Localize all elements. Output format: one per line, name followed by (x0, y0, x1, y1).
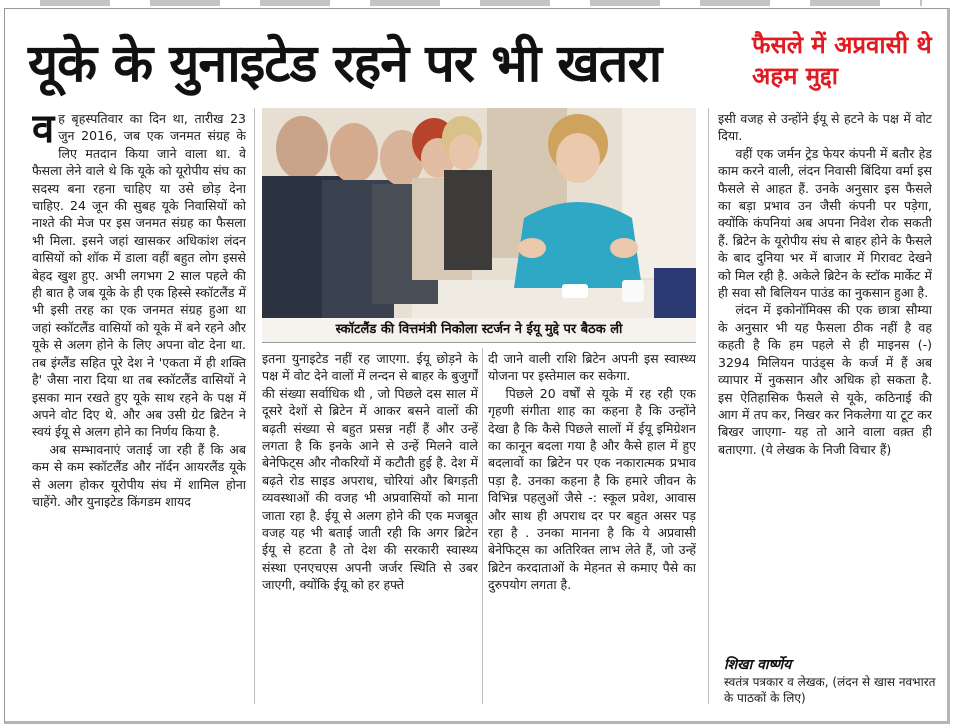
article-column-1 (32, 110, 246, 704)
article-paragraph: इसी वजह से उन्होंने ईयू से हटने के पक्ष में वोट दिया. (718, 111, 932, 144)
article-paragraph (32, 110, 246, 441)
meeting-photo-illustration (262, 108, 696, 318)
article-column-2 (262, 350, 478, 706)
paragraph-text: ह बृहस्पतिवार का दिन था, तारीख 23 जुन 2016, जब एक जनमत संग्रह के लिए मतदान किया जाने वाला था. वे फैसला लेने वाले थे कि यूके को यूरोपीय संघ का सदस्य बना रहना चाहिए या उसे छोड़ देना चाहिए. 24 जून की सुबह यूके निवासियों को नाश्ते की मेज पर इस जनमत संग्रह का फैसला भी मिला. इसने जहां खासकर अधिकांश लंदन वासियों को शॉक में डाला वहीं बहुत लोग इससे बेहद खुश हुए. अभी लगभग 2 साल पहले की ही बात है जब यूके के ही एक हिस्से स्कॉटलैंड में भी इसी तरह का एक जनमत संग्रह हुआ था जहां स्कॉटलैंड वासियों को यूके में बने रहने और यूके से अलग होने के लिए अपना वोट देना था. तब इंग्लैंड सहित पूरे देश ने 'एकता में ही शक्ति है' जैसा नारा दिया था तब स्कॉटलैंड वासियों ने इसका मान रखते हुए यूके साथ रहने के पक्ष में अपने वोट दिए थे. और अब उसी ग्रेट ब्रिटेन ने स्वयं ईयू से अलग होने का निर्णय किया है. (32, 111, 246, 440)
article-paragraph: लंदन में इकोनॉमिक्स की एक छात्रा सौम्या के अनुसार भी यह फैसला ठीक नहीं है वह कहती है कि हम पहले से ही माइनस (-) 3294 मिलियन पाउंड्स के कर्ज में हैं अब व्यापार में नुकसान और अधिक हो सकता है. इस ऐतिहासिक फैसले से यूके, कठिनाई की आग में तप कर, निखर कर निकलेगा या टूट कर बिखर जाएगा- यह तो आने वाला वक़्त ही बताएगा. (ये लेखक के निजी विचार हैं) (718, 302, 932, 457)
author-name: शिखा वार्ष्णेय (724, 657, 792, 673)
article-paragraph: पिछले 20 वर्षों से यूके में रह रही एक गृहणी संगीता शाह का कहना है कि उन्होंने देखा है कि कैसे पिछले सालों में ईयू इमिग्रेशन का कानून बदला गया है और कैसे हाल में हुए बदलावों का ब्रिटेन पर एक नकारात्मक प्रभाव पड़ा है. उनका कहना है कि हमारे जीवन के विभिन्न पहलुओं जैसे -: स्कूल प्रवेश, आवास और साथ ही अपराध दर पर बहुत असर पड़ रहा है . उनका मानना है कि ये अप्रवासी बेनेफिट्स का अतिरिक्त लाभ लेते हैं, जो उन्हें ब्रिटेन करदाताओं के मेहनत से कमाए पैसे का दुरुपयोग लगता है. (488, 385, 696, 593)
top-strip (40, 0, 922, 6)
column-divider (482, 348, 483, 704)
article-column-3 (488, 350, 696, 706)
column-divider (708, 108, 709, 704)
kicker-headline: फैसले में अप्रवासी थे अहम मुद्दा (752, 31, 932, 90)
headline: यूके के युनाइटेड रहने पर भी खतरा (28, 34, 662, 94)
article-paragraph: वहीं एक जर्मन ट्रेड फेयर कंपनी में बतौर हेड काम करने वाली, लंदन निवासी बिंदिया वर्मा इस फैसले से आहत हैं. उनके अनुसार इस फैसले का बड़ा प्रभाव उन जैसी कंपनी पर पड़ेगा, क्योंकि कंपनियां अब अपना निवेश रोक सकती हैं. ब्रिटेन के यूरोपीय संघ से बाहर होने के फैसले के बाद दुनिया भर में बाजार में गिरावट देखने को मिल रही है. अकेले ब्रिटेन के स्टॉक मार्केट में ही सवा सौ बिलियन पाउंड का नुकसान हुआ है. (718, 145, 932, 301)
drop-cap: व (32, 110, 55, 152)
news-photo (262, 108, 696, 318)
column-divider (254, 108, 255, 704)
article-paragraph: दी जाने वाली राशि ब्रिटेन अपनी इस स्वास्थ्य योजना पर इस्तेमाल कर सकेगा. (488, 351, 696, 384)
photo-caption: स्कॉटलैंड की वित्तमंत्री निकोला स्टर्जन ने ईयू मुद्दे पर बैठक ली (262, 318, 696, 343)
article-paragraph: अब सम्भावनाएं जताई जा रही हैं कि अब कम से कम स्कॉटलैंड और नॉर्दन आयरलैंड यूके से अलग होकर यूरोपीय संघ में शामिल होना चाहेंगे. और युनाइटेड किंगडम शायद (32, 441, 246, 509)
article-paragraph: इतना युनाइटेड नहीं रह जाएगा. ईयू छोड़ने के पक्ष में वोट देने वालों में लन्दन से बाहर के बुजुर्गों की संख्या सर्वाधिक थी , जो पिछले दस साल में दूसरे देशों से ब्रिटेन में आकर बसने वालों की बढ़ती संख्या से बहुत प्रसन्न नहीं हैं और उन्हें लगता है कि इनके आने से उन्हें मिलने वाले बेनेफिट्स और नौकरियों में कटौती हुई है. देश में बढ़ते रोड साइड अपराध, चोरियां और बिगड़ती व्यवस्थाओं की वजह भी अप्रवासियों को माना जाता रहा है. ईयू से अलग होने की एक मजबूत वजह यह भी बताई जाती रही कि अगर ब्रिटेन ईयू से हटता है तो देश की सरकारी स्वास्थ्य संस्था एनएचएस अपनी जर्जर स्थिति से उबर जाएगी, क्योंकि ईयू को हर हफ्ते (262, 351, 478, 593)
author-bio: स्वतंत्र पत्रकार व लेखक, (लंदन से खास नवभारत के पाठकों के लिए) (724, 675, 936, 705)
article-column-4 (718, 110, 932, 650)
